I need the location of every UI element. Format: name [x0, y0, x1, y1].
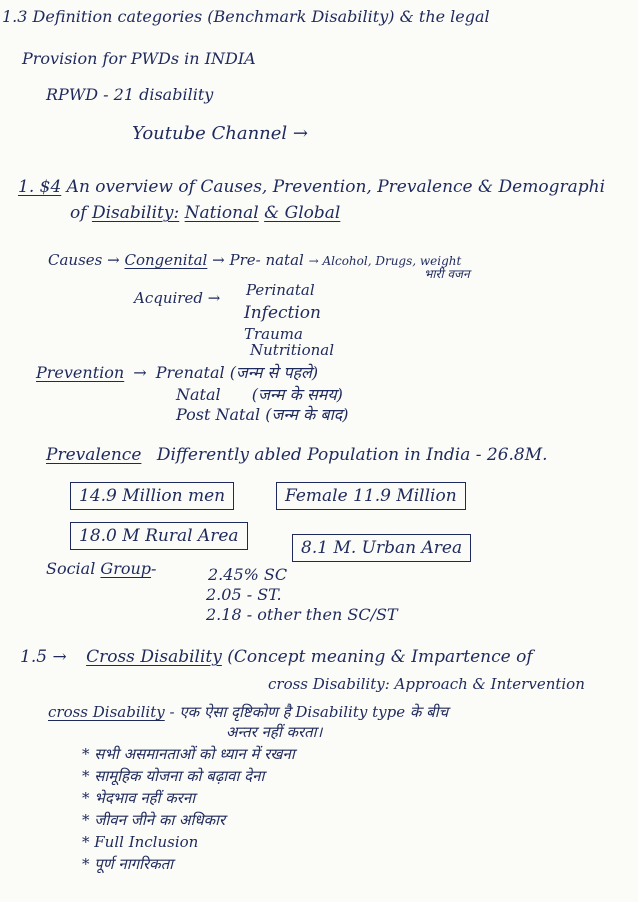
prevalence-row [46, 446, 548, 465]
causes-label: Causes → [48, 251, 120, 269]
section-number: 1. $4 [18, 177, 62, 197]
prevalence-label: Prevalence [46, 445, 142, 465]
prevention-note: (जन्म से पहले) [229, 363, 319, 382]
prevention-item: Post Natal [176, 405, 261, 424]
prevention-item: Natal [176, 385, 221, 404]
bullet-item: * Full Inclusion [82, 833, 199, 851]
prevention-label: Prevention [36, 363, 125, 382]
definition-text: - एक ऐसा दृष्टिकोण है Disability type के बीच [169, 703, 449, 721]
social-group-label [46, 560, 156, 578]
heading-provision: Provision for PWDs in INDIA [22, 49, 256, 68]
section-title-line2 [70, 204, 340, 223]
prevalence-text: Differently abled Population in India - 26.8M. [156, 445, 548, 465]
section-number: 1.5 → [20, 647, 67, 667]
title2-of: of [70, 203, 87, 223]
section-title: An overview of Causes, Prevention, Prevalence & Demographi [66, 177, 606, 197]
bullet-item: * भेदभाव नहीं करना [82, 789, 196, 807]
title2-national: National [184, 203, 259, 223]
group-label: Group [100, 559, 152, 578]
acquired-item: Nutritional [250, 341, 335, 359]
social-label: Social [46, 559, 96, 578]
prevention-row [176, 386, 343, 404]
acquired-item: Trauma [244, 325, 303, 343]
acquired-label: Acquired → [134, 289, 221, 307]
section-title-line2: cross Disability: Approach & Intervention [268, 675, 585, 693]
title2-disability: Disability: [91, 203, 180, 223]
prevention-row [176, 406, 348, 424]
arrow-icon: → [133, 363, 147, 382]
acquired-item: Perinatal [246, 281, 315, 299]
social-row: 2.05 - ST. [206, 585, 282, 604]
prenatal-detail-hindi: भारी वजन [424, 267, 470, 281]
prevention-item: Prenatal [155, 363, 225, 382]
section-title-rest: (Concept meaning & Impartence of [227, 647, 533, 667]
social-row: 2.18 - other then SC/ST [206, 605, 398, 624]
bullet-item: * जीवन जीने का अधिकार [82, 811, 226, 829]
prenatal-label: → Pre- natal [212, 251, 304, 269]
definition-row [48, 704, 448, 721]
group-dash: - [151, 559, 157, 578]
stat-box: Female 11.9 Million [276, 482, 466, 510]
heading-1-3: 1.3 Definition categories (Benchmark Disability) & the legal [2, 7, 490, 26]
congenital-label: Congenital [124, 251, 208, 269]
social-row: 2.45% SC [208, 565, 288, 584]
definition-text-2: अन्तर नहीं करता। [226, 723, 323, 741]
title2-global: & Global [264, 203, 341, 223]
section-title: Cross Disability [86, 647, 222, 667]
section-1-4-heading [18, 178, 605, 197]
acquired-item: Infection [244, 303, 321, 323]
bullet-item: * सामूहिक योजना को बढ़ावा देना [82, 767, 265, 785]
bullet-item: * सभी असमानताओं को ध्यान में रखना [82, 745, 295, 763]
prevention-note: (जन्म के बाद) [265, 405, 349, 424]
definition-label: cross Disability [48, 703, 165, 721]
stat-box: 8.1 M. Urban Area [292, 534, 471, 562]
causes-row [48, 252, 461, 269]
youtube-line: Youtube Channel → [132, 123, 308, 144]
rpwd-line: RPWD - 21 disability [46, 85, 214, 104]
prenatal-detail: → Alcohol, Drugs, weight [308, 254, 462, 268]
stat-box: 18.0 M Rural Area [70, 522, 248, 550]
stat-box: 14.9 Million men [70, 482, 234, 510]
bullet-item: * पूर्ण नागरिकता [82, 855, 174, 873]
prevention-note: (जन्म के समय) [251, 385, 343, 404]
prevention-row [36, 364, 318, 382]
section-1-5-heading [20, 648, 533, 667]
